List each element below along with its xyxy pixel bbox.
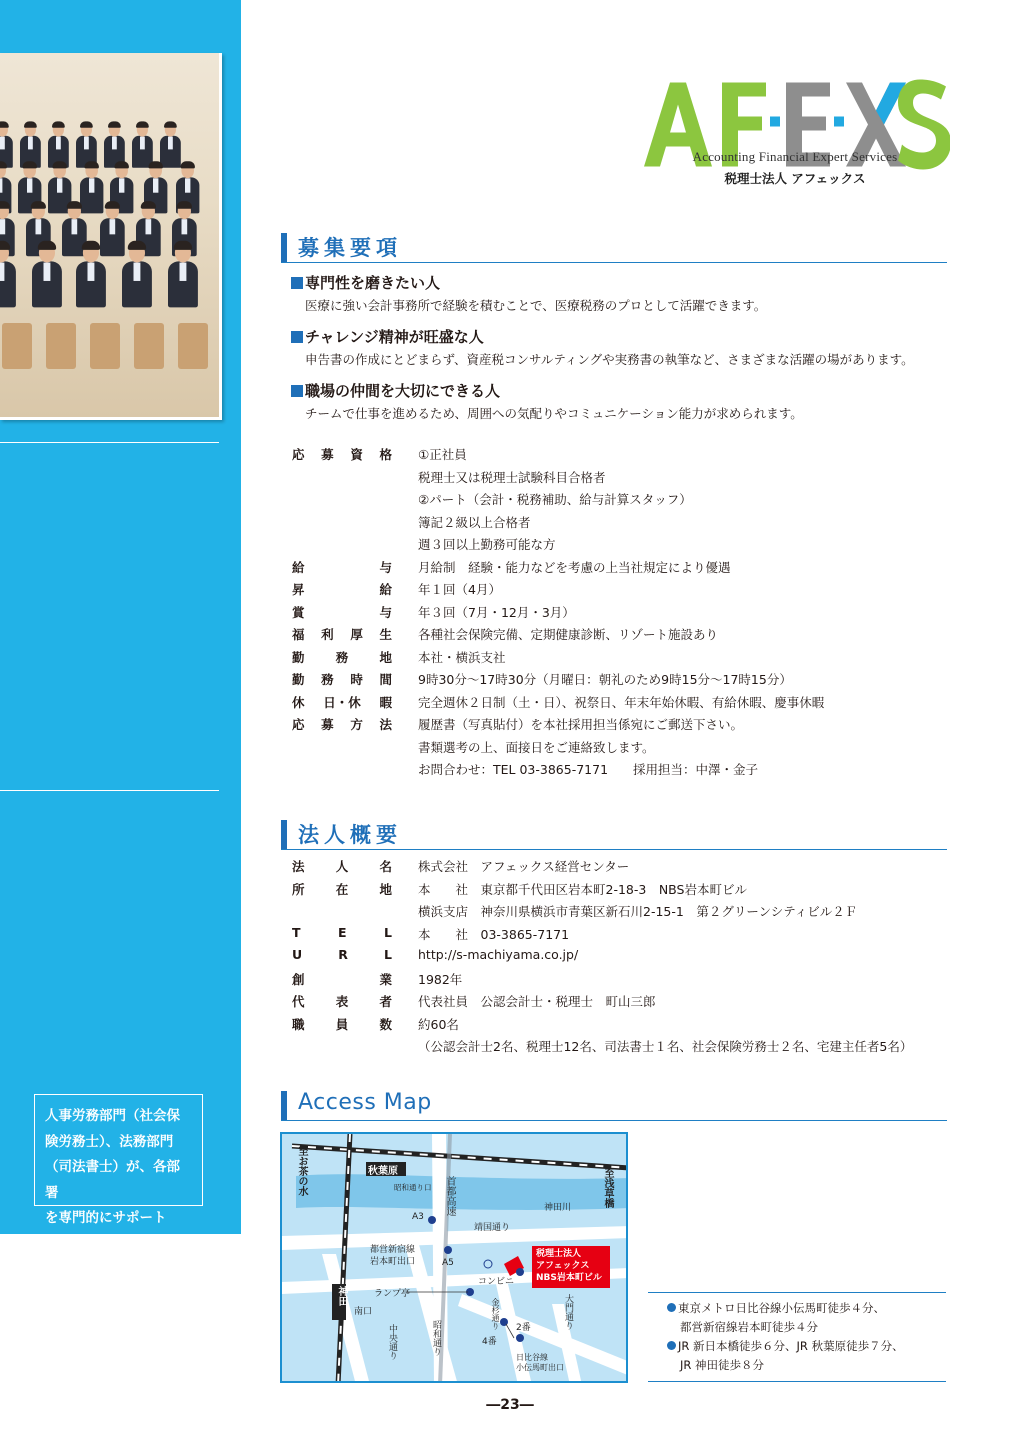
table-row-label [292, 603, 392, 621]
table-row-value: 株式会社 アフェックス経営センター [418, 859, 630, 874]
table-row-label [292, 558, 392, 576]
map-label-showa-kuchi: 昭和通り口 [394, 1183, 432, 1192]
sidebar-divider [0, 442, 219, 443]
map-label-minamiguchi: 南口 [354, 1307, 373, 1317]
table-row-label [292, 1015, 392, 1033]
map-label-ochanomizu: 至お茶の水 [296, 1146, 307, 1196]
label-char: 与 [379, 559, 392, 575]
sidebar-note-line: を専門的にサポート [45, 1210, 167, 1226]
map-label-showa: 昭和通り [431, 1320, 441, 1356]
table-row-label [292, 970, 392, 988]
label-char: 表 [335, 994, 349, 1009]
label-char: 業 [379, 971, 392, 987]
square-bullet-icon [291, 385, 303, 397]
label-char: 法 [292, 859, 305, 874]
recruit-heading [281, 232, 947, 263]
label-char: 休 [292, 694, 305, 710]
label-char: 勤 [292, 649, 305, 665]
label-char: 勤 [292, 672, 305, 687]
label-char: 創 [292, 971, 305, 987]
chair [178, 323, 208, 369]
map-label-chuo: 中央通り [387, 1324, 397, 1360]
chair [2, 323, 32, 369]
table-row-value: 9時30分～17時30分（月曜日：朝礼のため9時15分～17時15分） [418, 672, 792, 687]
table-row-label [292, 648, 392, 666]
table-row-label [292, 670, 392, 688]
label-char: 賞 [292, 604, 305, 620]
logo-subtitle: Accounting Financial Expert Services [692, 149, 898, 164]
access-map [280, 1132, 628, 1383]
access-line: JR 神田徒歩８分 [680, 1358, 765, 1372]
map-label-yasukuni: 靖国通り [474, 1223, 511, 1233]
map-label-shuto: 首都高速 [444, 1176, 455, 1216]
map-label-kodenma-exit: 小伝馬町出口 [516, 1363, 564, 1372]
map-label-odenma: 大門通り [563, 1294, 573, 1330]
table-row-value: http://s-machiyama.co.jp/ [418, 947, 579, 962]
recruit-point-text: 申告書の作成にとどまらず、資産税コンサルティングや実務書の執筆など、さまざまな活躍の場があります。 [305, 352, 914, 367]
map-label-toei: 都営新宿線 [370, 1245, 416, 1255]
bullet-dot-icon [667, 1341, 676, 1350]
table-row-label [292, 693, 392, 711]
table-row-label [292, 625, 392, 643]
staff-group-photo [0, 53, 222, 420]
recruit-point-title: 職場の仲間を大切にできる人 [291, 380, 500, 401]
map-label-ban2: 2番 [516, 1323, 531, 1333]
table-row-value: ①正社員 [418, 447, 467, 462]
label-char: 職 [292, 1016, 305, 1032]
label-char: R [338, 947, 348, 962]
sidebar-note [34, 1094, 203, 1226]
label-char: 生 [379, 627, 392, 642]
label-char: 者 [379, 994, 392, 1009]
table-row-label [292, 445, 392, 463]
access-heading-text: Access Map [298, 1090, 432, 1115]
map-label-kanasugi: 金杉通り [491, 1298, 500, 1330]
label-char: 資 [350, 447, 363, 462]
sidebar-note-line: 人事労務部門（社会保 [45, 1108, 180, 1124]
label-char: 代 [292, 994, 305, 1009]
label-char: 応 [292, 447, 305, 462]
table-row-value: 代表社員 公認会計士・税理士 町山三郎 [418, 994, 656, 1009]
table-row-value: 書類選考の上、面接日をご連絡致します。 [418, 739, 655, 755]
heading-bar [281, 233, 287, 262]
label-char: 地 [379, 881, 392, 897]
table-row-value: お問合わせ：TEL 03-3865-7171 採用担当：中澤・金子 [418, 762, 759, 777]
map-label-a3: A3 [412, 1212, 424, 1222]
map-label-akihabara: 秋葉原 [368, 1166, 398, 1177]
label-char: 方 [350, 717, 363, 732]
chair [134, 323, 164, 369]
label-char: 務 [321, 672, 334, 687]
label-char: L [384, 924, 392, 940]
table-row-label [292, 715, 392, 733]
label-char: 間 [379, 672, 392, 687]
map-label-kanda: 神田 [336, 1286, 347, 1306]
table-row-value: ②パート（会計・税務補助、給与計算スタッフ） [418, 492, 692, 507]
access-divider [648, 1381, 946, 1382]
heading-bar [281, 1091, 287, 1120]
label-char: 給 [379, 582, 392, 597]
heading-bar [281, 820, 287, 849]
label-char: 務 [335, 649, 349, 665]
label-char: 暇 [379, 694, 392, 710]
label-char: 給 [292, 559, 305, 575]
label-char: 格 [379, 447, 392, 462]
map-label-lamp: ランプ亭 [374, 1289, 411, 1299]
label-char: L [384, 947, 392, 962]
label-char: 厚 [350, 627, 363, 642]
access-line: JR 新日本橋徒歩６分、JR 秋葉原徒歩７分、 [667, 1338, 904, 1354]
map-label-conveni: コンビニ [478, 1277, 515, 1287]
recruit-point-text: チームで仕事を進めるため、周囲への気配りやコミュニケーション能力が求められます。 [305, 406, 803, 421]
label-char: T [292, 924, 301, 940]
label-char: 人 [335, 859, 349, 874]
table-row-label [292, 580, 392, 598]
table-row-value: （公認会計士2名、税理士12名、司法書士１名、社会保険労務士２名、宅建主任者5名） [418, 1039, 913, 1054]
table-row-label [292, 880, 392, 898]
label-char: 在 [335, 881, 349, 897]
map-label-iwamoto-exit: 岩本町出口 [370, 1257, 416, 1267]
label-char: 利 [321, 627, 334, 642]
label-char: 員 [335, 1016, 349, 1032]
square-bullet-icon [291, 331, 303, 343]
map-label-kandagawa: 神田川 [544, 1203, 572, 1213]
label-char: 募 [321, 447, 334, 462]
table-row-value: 週３回以上勤務可能な方 [418, 537, 556, 552]
recruit-heading-text: 募集要項 [298, 236, 402, 260]
company-heading [281, 819, 947, 850]
label-char: 募 [321, 717, 334, 732]
label-char: 日・休 [323, 694, 361, 710]
company-heading-text: 法人概要 [298, 823, 402, 847]
recruit-point-title: チャレンジ精神が旺盛な人 [291, 326, 484, 347]
map-label-ban4: 4番 [482, 1337, 497, 1347]
table-row-value: 約60名 [418, 1016, 459, 1032]
table-row-value: 各種社会保険完備、定期健康診断、リゾート施設あり [418, 627, 719, 642]
access-line: 東京メトロ日比谷線小伝馬町徒歩４分、 [667, 1300, 885, 1316]
map-label-asakusabashi: 至浅草橋 [602, 1168, 613, 1208]
table-row-value: 簿記２級以上合格者 [418, 514, 531, 530]
label-char: 地 [379, 649, 392, 665]
map-label-hibiya: 日比谷線 [516, 1353, 548, 1362]
table-row-value: 本 社 03-3865-7171 [418, 926, 570, 942]
access-divider [648, 1292, 946, 1293]
label-char: 福 [292, 627, 305, 642]
table-row-value: 本社・横浜支社 [418, 649, 506, 665]
access-line: 都営新宿線岩本町徒歩４分 [680, 1320, 818, 1334]
table-row-value: 1982年 [418, 971, 463, 987]
page-number: ―23― [486, 1397, 534, 1413]
table-row-value: 横浜支店 神奈川県横浜市青葉区新石川2-15-1 第２グリーンシティビル２Ｆ [418, 904, 858, 919]
square-bullet-icon [291, 277, 303, 289]
table-row-value: 税理士又は税理士試験科目合格者 [418, 469, 606, 485]
label-char: 与 [379, 604, 392, 620]
map-label-a5: A5 [442, 1258, 454, 1268]
table-row-label [292, 992, 392, 1010]
label-char: U [292, 947, 303, 962]
chair [46, 323, 76, 369]
access-heading [281, 1090, 947, 1121]
bullet-dot-icon [667, 1303, 676, 1312]
table-row-value: 年１回（4月） [418, 582, 501, 597]
label-char: 法 [379, 717, 392, 732]
table-row-value: 履歴書（写真貼付）を本社採用担当係宛にご郵送下さい。 [418, 717, 744, 732]
table-row-label [292, 947, 392, 962]
label-char: 昇 [292, 582, 305, 597]
label-char: 数 [379, 1016, 392, 1032]
label-char: 応 [292, 717, 305, 732]
label-char: 時 [350, 672, 363, 687]
table-row-value: 本 社 東京都千代田区岩本町2-18-3 NBS岩本町ビル [418, 881, 747, 897]
label-char: E [338, 924, 347, 940]
table-row-value: 年３回（7月・12月・3月） [418, 604, 575, 620]
table-row-label [292, 857, 392, 875]
table-row-value: 完全週休２日制（土・日）、祝祭日、年末年始休暇、有給休暇、慶事休暇 [418, 694, 825, 710]
chair [90, 323, 120, 369]
table-row-label [292, 925, 392, 940]
table-row-value: 月給制 経験・能力などを考慮の上当社規定により優遇 [418, 559, 731, 575]
label-char: 所 [292, 881, 305, 897]
recruit-point-text: 医療に強い会計事務所で経験を積むことで、医療税務のプロとして活躍できます。 [305, 298, 767, 313]
recruit-point-title: 専門性を磨きたい人 [291, 272, 440, 293]
label-char: 名 [379, 859, 392, 874]
sidebar-divider [0, 790, 219, 791]
sidebar-note-line: 険労務士）、法務部門 [45, 1133, 174, 1150]
sidebar-note-line: （司法書士）が、各部署 [45, 1159, 180, 1201]
map-target-label: 税理士法人 アフェックス NBS岩本町ビル [536, 1249, 602, 1283]
logo-japanese-name: 税理士法人 アフェックス [724, 171, 866, 186]
